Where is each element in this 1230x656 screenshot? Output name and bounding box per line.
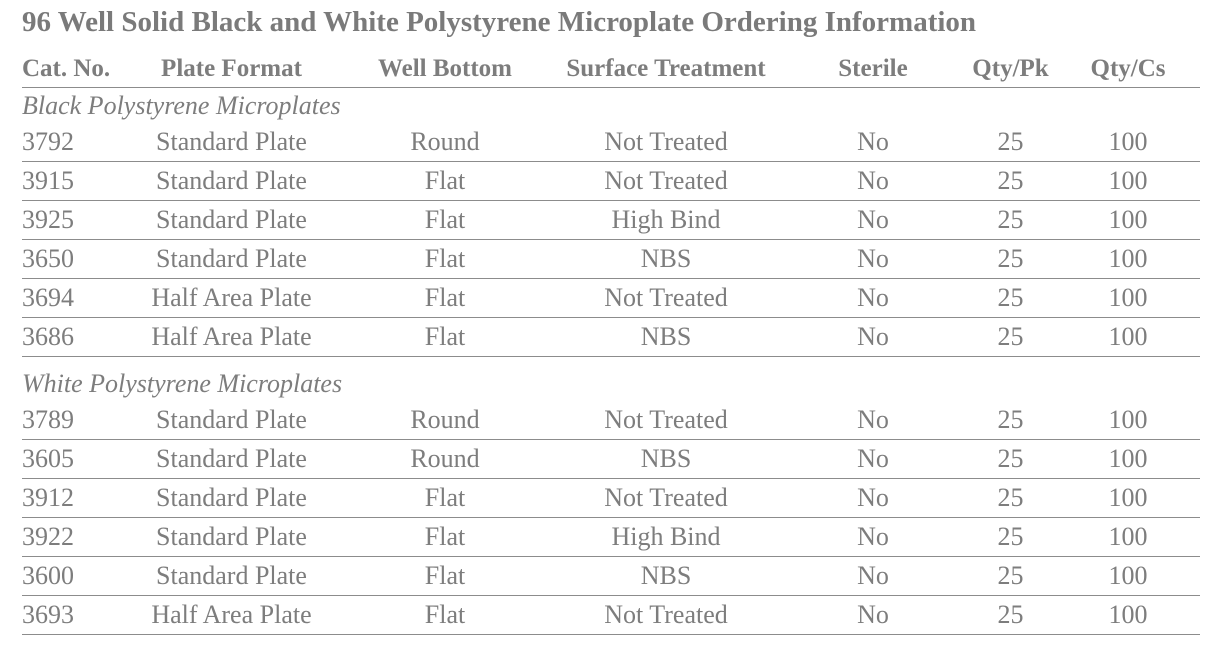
table-row: [22, 440, 1200, 479]
qty-pk-cell: 25: [965, 440, 1056, 479]
qty-cs-cell: 100: [1056, 279, 1200, 318]
surface-treatment-cell: Not Treated: [551, 162, 781, 201]
qty-cs-cell: 100: [1056, 401, 1200, 440]
surface-treatment-cell: Not Treated: [551, 596, 781, 635]
cat-no-cell: 3693: [22, 596, 124, 635]
qty-cs-cell: 100: [1056, 123, 1200, 162]
qty-cs-cell: 100: [1056, 240, 1200, 279]
header-sterile: Sterile: [781, 50, 965, 88]
table-row: [22, 240, 1200, 279]
header-row: [22, 50, 1200, 88]
plate-format-cell: Standard Plate: [124, 557, 339, 596]
qty-cs-cell: 100: [1056, 162, 1200, 201]
sterile-cell: No: [781, 318, 965, 357]
sterile-cell: No: [781, 596, 965, 635]
cat-no-cell: 3694: [22, 279, 124, 318]
plate-format-cell: Standard Plate: [124, 518, 339, 557]
cat-no-cell: 3650: [22, 240, 124, 279]
plate-format-cell: Half Area Plate: [124, 279, 339, 318]
cat-no-cell: 3792: [22, 123, 124, 162]
surface-treatment-cell: High Bind: [551, 518, 781, 557]
qty-pk-cell: 25: [965, 479, 1056, 518]
plate-format-cell: Standard Plate: [124, 123, 339, 162]
qty-cs-cell: 100: [1056, 596, 1200, 635]
sterile-cell: No: [781, 162, 965, 201]
well-bottom-cell: Flat: [339, 596, 551, 635]
surface-treatment-cell: NBS: [551, 557, 781, 596]
table-header: [22, 50, 1200, 88]
sterile-cell: No: [781, 557, 965, 596]
surface-treatment-cell: High Bind: [551, 201, 781, 240]
qty-pk-cell: 25: [965, 240, 1056, 279]
plate-format-cell: Standard Plate: [124, 479, 339, 518]
plate-format-cell: Standard Plate: [124, 440, 339, 479]
qty-cs-cell: 100: [1056, 318, 1200, 357]
page-title: 96 Well Solid Black and White Polystyrene Microplate Ordering Information: [22, 6, 977, 38]
section-label: White Polystyrene Microplates: [22, 369, 343, 398]
plate-format-cell: Standard Plate: [124, 401, 339, 440]
qty-pk-cell: 25: [965, 401, 1056, 440]
well-bottom-cell: Flat: [339, 318, 551, 357]
sterile-cell: No: [781, 123, 965, 162]
table-row: [22, 401, 1200, 440]
surface-treatment-cell: Not Treated: [551, 123, 781, 162]
header-surface-treatment: Surface Treatment: [551, 50, 781, 88]
qty-pk-cell: 25: [965, 557, 1056, 596]
surface-treatment-cell: Not Treated: [551, 479, 781, 518]
table-row: [22, 318, 1200, 357]
ordering-table: [22, 50, 1200, 635]
qty-cs-cell: 100: [1056, 440, 1200, 479]
plate-format-cell: Half Area Plate: [124, 318, 339, 357]
plate-format-cell: Standard Plate: [124, 162, 339, 201]
sterile-cell: No: [781, 240, 965, 279]
header-qty-cs: Qty/Cs: [1056, 50, 1200, 88]
table-row: [22, 123, 1200, 162]
surface-treatment-cell: Not Treated: [551, 401, 781, 440]
table-row: [22, 596, 1200, 635]
well-bottom-cell: Round: [339, 440, 551, 479]
cat-no-cell: 3915: [22, 162, 124, 201]
cat-no-cell: 3922: [22, 518, 124, 557]
qty-pk-cell: 25: [965, 201, 1056, 240]
well-bottom-cell: Round: [339, 401, 551, 440]
plate-format-cell: Standard Plate: [124, 240, 339, 279]
header-well-bottom: Well Bottom: [339, 50, 551, 88]
cat-no-cell: 3789: [22, 401, 124, 440]
qty-pk-cell: 25: [965, 123, 1056, 162]
table-row: [22, 201, 1200, 240]
section-label: Black Polystyrene Microplates: [22, 90, 341, 120]
table-row: [22, 279, 1200, 318]
well-bottom-cell: Flat: [339, 479, 551, 518]
sterile-cell: No: [781, 279, 965, 318]
header-cat-no: Cat. No.: [22, 50, 124, 88]
table-row: [22, 518, 1200, 557]
cat-no-cell: 3686: [22, 318, 124, 357]
qty-pk-cell: 25: [965, 318, 1056, 357]
sterile-cell: No: [781, 479, 965, 518]
qty-pk-cell: 25: [965, 279, 1056, 318]
table-row: [22, 162, 1200, 201]
qty-cs-cell: 100: [1056, 557, 1200, 596]
well-bottom-cell: Round: [339, 123, 551, 162]
plate-format-cell: Standard Plate: [124, 201, 339, 240]
cat-no-cell: 3600: [22, 557, 124, 596]
well-bottom-cell: Flat: [339, 162, 551, 201]
sterile-cell: No: [781, 440, 965, 479]
surface-treatment-cell: NBS: [551, 240, 781, 279]
qty-cs-cell: 100: [1056, 479, 1200, 518]
cat-no-cell: 3912: [22, 479, 124, 518]
section-header-row: [22, 88, 1200, 124]
surface-treatment-cell: NBS: [551, 318, 781, 357]
well-bottom-cell: Flat: [339, 279, 551, 318]
qty-pk-cell: 25: [965, 162, 1056, 201]
qty-pk-cell: 25: [965, 518, 1056, 557]
sterile-cell: No: [781, 401, 965, 440]
qty-cs-cell: 100: [1056, 518, 1200, 557]
section-header-row: [22, 357, 1200, 402]
plate-format-cell: Half Area Plate: [124, 596, 339, 635]
qty-cs-cell: 100: [1056, 201, 1200, 240]
table-row: [22, 557, 1200, 596]
well-bottom-cell: Flat: [339, 518, 551, 557]
well-bottom-cell: Flat: [339, 557, 551, 596]
header-plate-format: Plate Format: [124, 50, 339, 88]
table-row: [22, 479, 1200, 518]
surface-treatment-cell: NBS: [551, 440, 781, 479]
cat-no-cell: 3605: [22, 440, 124, 479]
header-qty-pk: Qty/Pk: [965, 50, 1056, 88]
sterile-cell: No: [781, 201, 965, 240]
well-bottom-cell: Flat: [339, 240, 551, 279]
well-bottom-cell: Flat: [339, 201, 551, 240]
sterile-cell: No: [781, 518, 965, 557]
table-body: [22, 88, 1200, 635]
cat-no-cell: 3925: [22, 201, 124, 240]
surface-treatment-cell: Not Treated: [551, 279, 781, 318]
qty-pk-cell: 25: [965, 596, 1056, 635]
